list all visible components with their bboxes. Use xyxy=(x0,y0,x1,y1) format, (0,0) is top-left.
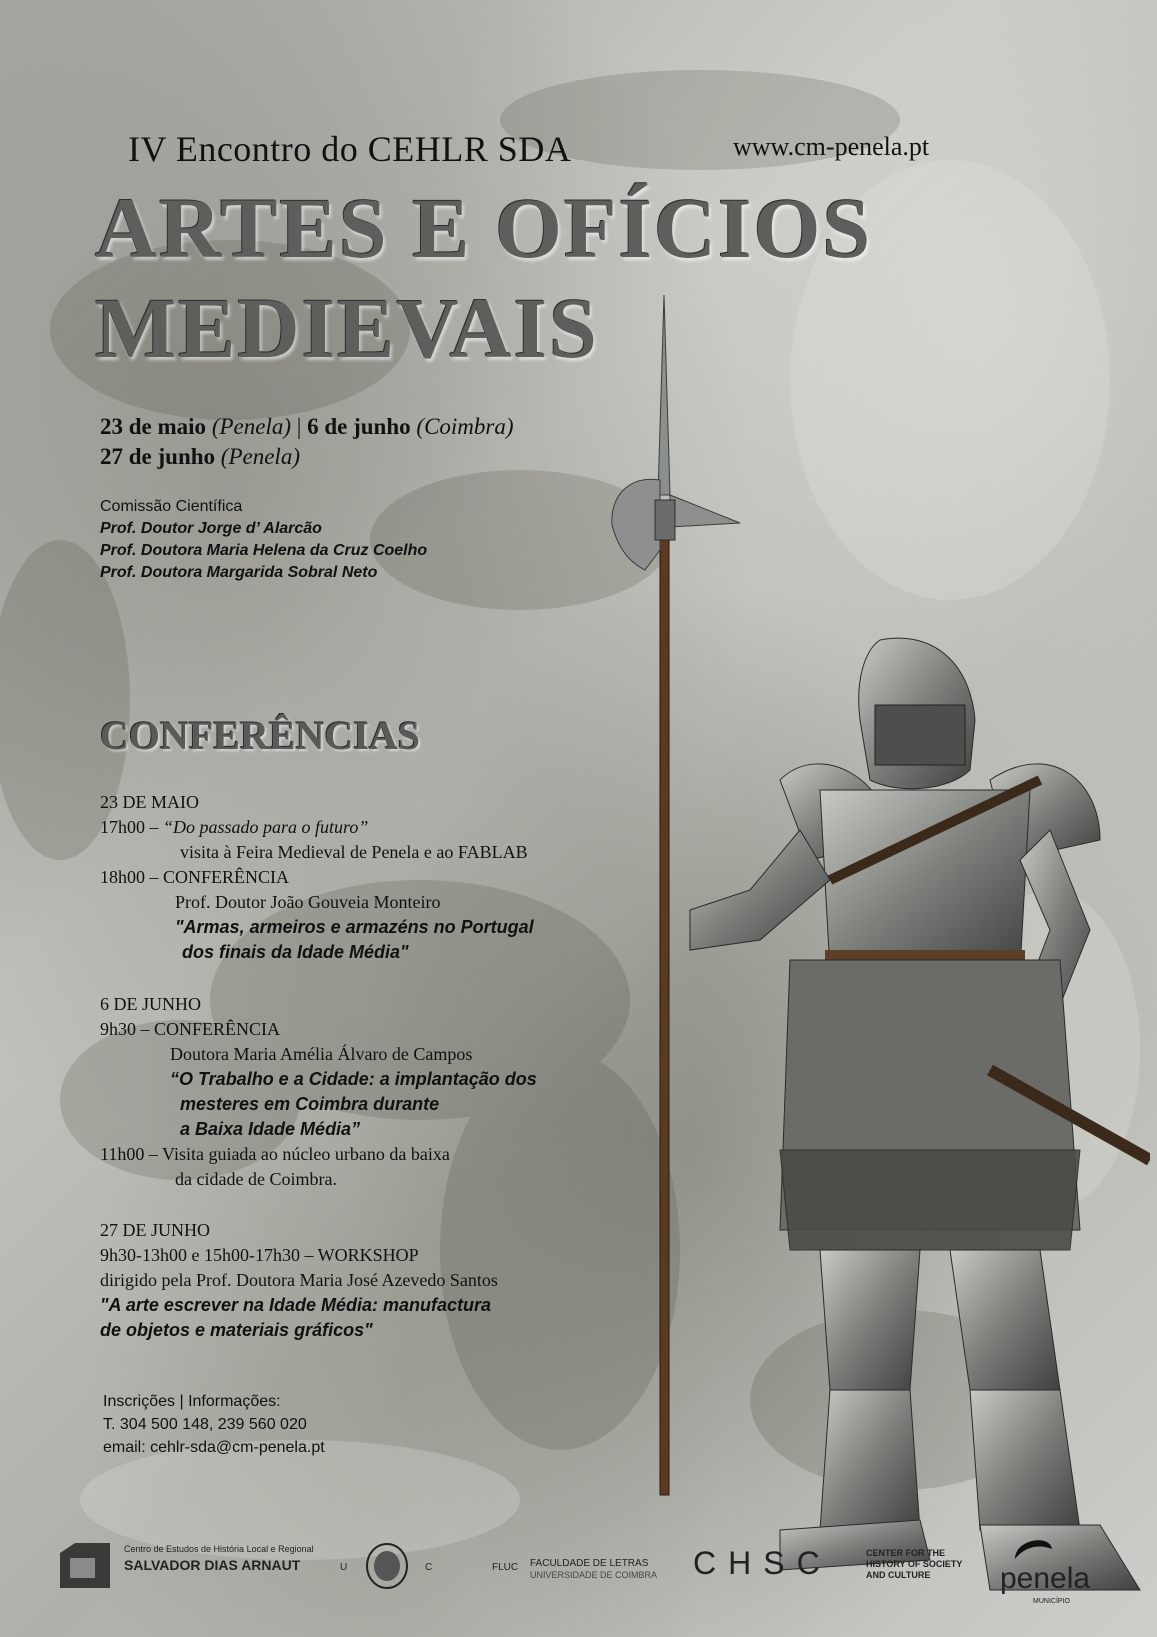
session-desc: Visita guiada ao núcleo urbano da baixa xyxy=(162,1144,450,1164)
title-line-1: ARTES E OFÍCIOS xyxy=(95,180,873,276)
session-title: dos finais da Idade Média" xyxy=(182,942,409,962)
session-title: "Armas, armeiros e armazéns no Portugal xyxy=(175,917,534,937)
date-2: 6 de junho xyxy=(307,414,411,439)
date-1: 23 de maio xyxy=(100,414,207,439)
cehlr-subtitle: Centro de Estudos de História Local e Regional xyxy=(124,1544,314,1554)
penela-logo-sub: MUNICÍPIO xyxy=(1033,1598,1070,1605)
committee-label: Comissão Científica xyxy=(100,498,243,515)
contact-info xyxy=(103,1390,325,1459)
time-slot: 11h00 – xyxy=(100,1144,158,1164)
contact-label: Inscrições | Informações: xyxy=(103,1393,281,1410)
penela-logo-icon xyxy=(1010,1534,1056,1564)
program-day-3 xyxy=(100,1218,498,1343)
session-desc: da cidade de Coimbra. xyxy=(175,1169,337,1189)
session-title: mesteres em Coimbra durante xyxy=(180,1094,440,1114)
chsc-line: HISTORY OF SOCIETY xyxy=(866,1559,963,1569)
cehlr-logo-icon xyxy=(55,1538,115,1594)
uc-letter-u: U xyxy=(340,1562,348,1573)
place-1: (Penela) xyxy=(211,414,291,439)
title-line-2: MEDIEVAIS xyxy=(95,280,599,376)
fluc-university: UNIVERSIDADE DE COIMBRA xyxy=(530,1570,658,1580)
time-slot: 9h30 – CONFERÊNCIA xyxy=(100,1019,281,1039)
session-title: “Do passado para o futuro” xyxy=(163,817,369,837)
place-2: (Coimbra) xyxy=(416,414,514,439)
committee-member: Prof. Doutora Maria Helena da Cruz Coelho xyxy=(100,542,428,559)
cehlr-name: SALVADOR DIAS ARNAUT xyxy=(124,1557,301,1573)
program-day-1 xyxy=(100,790,534,965)
fluc-abbr: FLUC xyxy=(492,1562,519,1573)
knight-armor-illustration xyxy=(630,630,1150,1630)
session-desc: visita à Feira Medieval de Penela e ao FABLAB xyxy=(180,842,528,862)
session-title: a Baixa Idade Média” xyxy=(180,1119,361,1139)
contact-email[interactable]: email: cehlr-sda@cm-penela.pt xyxy=(103,1439,325,1456)
speaker: Prof. Doutor João Gouveia Monteiro xyxy=(175,892,441,912)
chsc-logo: CHSC xyxy=(693,1545,832,1581)
committee-member: Prof. Doutora Margarida Sobral Neto xyxy=(100,564,378,581)
scientific-committee xyxy=(100,496,427,584)
fluc-name: FACULDADE DE LETRAS xyxy=(530,1558,649,1569)
speaker: Doutora Maria Amélia Álvaro de Campos xyxy=(170,1044,473,1064)
conferences-heading: CONFERÊNCIAS xyxy=(100,713,421,758)
chsc-line: AND CULTURE xyxy=(866,1570,931,1580)
event-dates xyxy=(100,412,514,472)
committee-member: Prof. Doutor Jorge d’ Alarcão xyxy=(100,520,322,537)
chsc-line: CENTER FOR THE xyxy=(866,1548,946,1558)
chsc-description xyxy=(866,1548,962,1581)
day-date: 23 DE MAIO xyxy=(100,792,199,812)
date-separator: | xyxy=(296,414,302,439)
day-date: 6 DE JUNHO xyxy=(100,994,201,1014)
session-title: de objetos e materiais gráficos" xyxy=(100,1320,373,1340)
session-title: “O Trabalho e a Cidade: a implantação dos xyxy=(170,1069,537,1089)
sponsor-logos xyxy=(0,1520,1157,1630)
contact-phone: T. 304 500 148, 239 560 020 xyxy=(103,1416,307,1433)
place-3: (Penela) xyxy=(220,444,300,469)
session-title: "A arte escrever na Idade Média: manufactura xyxy=(100,1295,492,1315)
date-3: 27 de junho xyxy=(100,444,216,469)
time-slot: 9h30-13h00 e 15h00-17h30 – WORKSHOP xyxy=(100,1245,419,1265)
website-link[interactable]: www.cm-penela.pt xyxy=(733,132,930,161)
day-date: 27 DE JUNHO xyxy=(100,1220,210,1240)
time-slot: 17h00 – xyxy=(100,817,159,837)
time-slot: 18h00 – CONFERÊNCIA xyxy=(100,867,290,887)
program-day-2 xyxy=(100,992,537,1192)
uc-seal-icon xyxy=(365,1542,409,1590)
session-desc: dirigido pela Prof. Doutora Maria José Azevedo Santos xyxy=(100,1270,498,1290)
penela-logo-text: penela xyxy=(1000,1562,1091,1595)
uc-letter-c: C xyxy=(425,1562,433,1573)
event-name: IV Encontro do CEHLR SDA xyxy=(128,129,572,169)
